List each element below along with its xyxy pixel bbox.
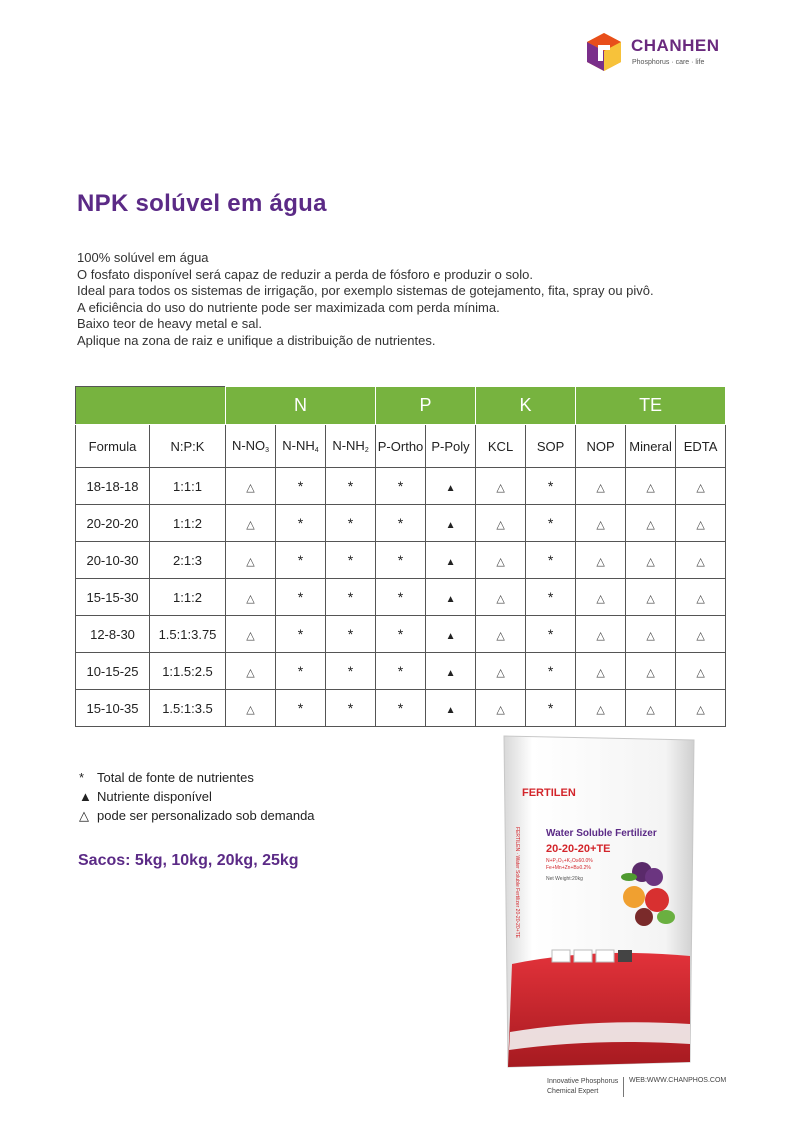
cell-ratio: 1:1:2 [150,505,226,542]
intro-line: 100% solúvel em água [77,250,209,265]
cell-formula: 10-15-25 [76,653,150,690]
cell-symbol [276,468,326,505]
cell-symbol [626,616,676,653]
bag-side-text: FERTILEN · Water Soluble Fertilizer 20-20-20+TE [514,827,520,939]
open-triangle-icon: △ [596,666,605,679]
filled-triangle-icon: ▲ [445,556,456,568]
cell-symbol [576,653,626,690]
open-triangle-icon: △ [496,703,505,716]
cell-symbol [576,468,626,505]
open-triangle-icon: △ [496,481,505,494]
cell-symbol [626,505,676,542]
cell-symbol [326,616,376,653]
asterisk-icon: * [547,663,554,679]
bag-weight: Net Weight:20kg [546,876,583,882]
intro-line: O fosfato disponível será capaz de reduzir a perda de fósforo e produzir o solo. [77,266,533,282]
cell-symbol [526,579,576,616]
intro-line: Baixo teor de heavy metal e sal. [77,316,262,331]
asterisk-icon: * [397,589,404,605]
filled-triangle-icon: ▲ [445,704,456,716]
group-empty [76,387,226,425]
col-portho: P-Ortho [376,425,426,468]
asterisk-icon: * [297,478,304,494]
cell-symbol [576,579,626,616]
open-triangle-icon: △ [79,808,89,823]
open-triangle-icon: △ [646,481,655,494]
group-k: K [476,387,576,425]
asterisk-icon: * [79,770,85,785]
cell-symbol [476,505,526,542]
open-triangle-icon: △ [596,703,605,716]
open-triangle-icon: △ [496,518,505,531]
cell-symbol [226,653,276,690]
table-row [76,653,726,690]
filled-triangle-icon: ▲ [445,593,456,605]
legend-item: * Total de fonte de nutrientes [79,770,254,785]
asterisk-icon: * [297,663,304,679]
cell-symbol [376,542,426,579]
cell-symbol [226,616,276,653]
open-triangle-icon: △ [246,555,255,568]
cell-symbol [376,468,426,505]
cell-symbol [426,653,476,690]
cell-symbol [626,690,676,727]
asterisk-icon: * [397,552,404,568]
cell-symbol [326,579,376,616]
open-triangle-icon: △ [496,592,505,605]
cell-ratio: 2:1:3 [150,542,226,579]
open-triangle-icon: △ [646,629,655,642]
open-triangle-icon: △ [596,555,605,568]
cell-symbol [326,505,376,542]
footer-divider [623,1077,624,1097]
cell-symbol [676,690,726,727]
open-triangle-icon: △ [246,518,255,531]
table-row [76,505,726,542]
asterisk-icon: * [547,626,554,642]
open-triangle-icon: △ [246,592,255,605]
open-triangle-icon: △ [696,555,705,568]
cell-symbol [326,653,376,690]
cell-symbol [626,653,676,690]
group-p: P [376,387,476,425]
cell-symbol [226,579,276,616]
asterisk-icon: * [297,515,304,531]
col-nnh2: $N-NH_2$ [326,425,376,468]
cell-symbol [276,579,326,616]
cell-formula: 15-10-35 [76,690,150,727]
bag-spec1: N+P₂O₅+K₂O≥60.0% [546,858,593,864]
asterisk-icon: * [397,515,404,531]
table-row [76,579,726,616]
asterisk-icon: * [347,589,354,605]
cell-symbol [376,505,426,542]
col-ratio: N:P:K [150,425,226,468]
asterisk-icon: * [347,700,354,716]
chanhen-logo-icon [584,32,624,72]
cell-symbol [276,505,326,542]
cell-symbol [426,579,476,616]
asterisk-icon: * [397,663,404,679]
brand-logo [584,32,734,72]
filled-triangle-icon: ▲ [445,519,456,531]
cell-symbol [676,505,726,542]
col-edta: EDTA [676,425,726,468]
cell-symbol [526,616,576,653]
asterisk-icon: * [347,478,354,494]
open-triangle-icon: △ [696,592,705,605]
open-triangle-icon: △ [246,666,255,679]
open-triangle-icon: △ [696,518,705,531]
open-triangle-icon: △ [646,555,655,568]
cell-symbol [326,542,376,579]
asterisk-icon: * [297,552,304,568]
asterisk-icon: * [297,589,304,605]
cell-formula: 20-20-20 [76,505,150,542]
cell-formula: 12-8-30 [76,616,150,653]
cell-symbol [426,505,476,542]
intro-line: Ideal para todos os sistemas de irrigação, por exemplo sistemas de gotejamento, fita, spray ou pivô. [77,283,654,298]
asterisk-icon: * [397,700,404,716]
footer-web: WEB:WWW.CHANPHOS.COM [629,1077,727,1084]
cell-symbol [376,579,426,616]
filled-triangle-icon: ▲ [445,482,456,494]
col-ppoly: P-Poly [426,425,476,468]
col-nno3: $N-NO_3$ [226,425,276,468]
cell-symbol [276,653,326,690]
brand-name: CHANHEN [631,36,720,55]
cell-symbol [426,616,476,653]
cell-ratio: 1.5:1:3.5 [150,690,226,727]
col-nnh4: $N-NH_4$ [276,425,326,468]
cell-symbol [326,468,376,505]
asterisk-icon: * [547,552,554,568]
asterisk-icon: * [547,478,554,494]
open-triangle-icon: △ [646,592,655,605]
cell-symbol [626,579,676,616]
cell-symbol [476,579,526,616]
cell-symbol [526,468,576,505]
open-triangle-icon: △ [596,629,605,642]
asterisk-icon: * [347,515,354,531]
cell-ratio: 1.5:1:3.75 [150,616,226,653]
asterisk-icon: * [297,626,304,642]
cell-symbol [226,468,276,505]
cell-symbol [226,505,276,542]
cell-symbol [476,653,526,690]
filled-triangle-icon: ▲ [79,789,92,804]
bag-brand: FERTILEN [522,787,576,799]
group-n: N [226,387,376,425]
col-mineral: Mineral [626,425,676,468]
page-title: NPK solúvel em água [77,190,327,217]
cell-symbol [676,616,726,653]
cell-symbol [376,653,426,690]
table-header-row [76,425,726,468]
cell-symbol [526,653,576,690]
cell-symbol [276,542,326,579]
cell-symbol [526,690,576,727]
col-nop: NOP [576,425,626,468]
cell-ratio: 1:1:1 [150,468,226,505]
open-triangle-icon: △ [496,555,505,568]
legend [79,768,315,825]
intro-line: A eficiência do uso do nutriente pode ser maximizada com perda mínima. [77,299,500,315]
open-triangle-icon: △ [496,666,505,679]
filled-triangle-icon: ▲ [445,630,456,642]
bag-sizes: Sacos: 5kg, 10kg, 20kg, 25kg [78,852,299,869]
open-triangle-icon: △ [696,703,705,716]
cell-symbol [576,505,626,542]
cell-ratio: 1:1:2 [150,579,226,616]
cell-symbol [476,468,526,505]
open-triangle-icon: △ [246,703,255,716]
open-triangle-icon: △ [646,703,655,716]
cell-symbol [576,542,626,579]
cell-formula: 20-10-30 [76,542,150,579]
cell-symbol [226,542,276,579]
open-triangle-icon: △ [696,666,705,679]
asterisk-icon: * [547,700,554,716]
asterisk-icon: * [347,663,354,679]
cell-symbol [426,542,476,579]
cell-symbol [326,690,376,727]
cell-symbol [576,690,626,727]
bag-spec2: Fe+Mn+Zn+B≥0.2% [546,865,591,871]
footer-slogan: Innovative Phosphorus Chemical Expert [547,1078,619,1095]
open-triangle-icon: △ [246,481,255,494]
cell-symbol [476,616,526,653]
cell-symbol [476,690,526,727]
bag-grade: 20-20-20+TE [546,843,611,855]
cell-symbol [426,690,476,727]
asterisk-icon: * [547,589,554,605]
group-te: TE [576,387,726,425]
cell-ratio: 1:1.5:2.5 [150,653,226,690]
brand-tagline: Phosphorus · care · life [632,59,705,66]
legend-item: ▲ Nutriente disponível [79,789,212,804]
open-triangle-icon: △ [596,592,605,605]
cell-symbol [276,690,326,727]
col-formula: Formula [76,425,150,468]
cell-symbol [426,468,476,505]
legend-item: △ pode ser personalizado sob demanda [79,808,315,823]
col-sop: SOP [526,425,576,468]
cell-symbol [676,653,726,690]
cell-symbol [626,468,676,505]
product-bag-image [494,732,700,1072]
table-group-row [76,387,726,425]
asterisk-icon: * [397,626,404,642]
col-kcl: KCL [476,425,526,468]
asterisk-icon: * [297,700,304,716]
bag-product: Water Soluble Fertilizer [546,828,657,839]
open-triangle-icon: △ [646,518,655,531]
cell-symbol [376,690,426,727]
cell-symbol [376,616,426,653]
cell-formula: 15-15-30 [76,579,150,616]
open-triangle-icon: △ [496,629,505,642]
filled-triangle-icon: ▲ [445,667,456,679]
intro-line: Aplique na zona de raiz e unifique a distribuição de nutrientes. [77,332,436,348]
cell-symbol [226,690,276,727]
open-triangle-icon: △ [696,481,705,494]
table-row [76,690,726,727]
cell-symbol [676,542,726,579]
cell-symbol [526,542,576,579]
table-row [76,616,726,653]
open-triangle-icon: △ [596,481,605,494]
open-triangle-icon: △ [646,666,655,679]
npk-table [75,386,726,727]
asterisk-icon: * [347,626,354,642]
cell-symbol [676,579,726,616]
asterisk-icon: * [547,515,554,531]
cell-symbol [526,505,576,542]
cell-symbol [626,542,676,579]
asterisk-icon: * [397,478,404,494]
cell-formula: 18-18-18 [76,468,150,505]
open-triangle-icon: △ [596,518,605,531]
table-row [76,468,726,505]
cell-symbol [276,616,326,653]
intro-text [77,250,654,349]
open-triangle-icon: △ [246,629,255,642]
cell-symbol [676,468,726,505]
table-row [76,542,726,579]
open-triangle-icon: △ [696,629,705,642]
cell-symbol [476,542,526,579]
cell-symbol [576,616,626,653]
asterisk-icon: * [347,552,354,568]
